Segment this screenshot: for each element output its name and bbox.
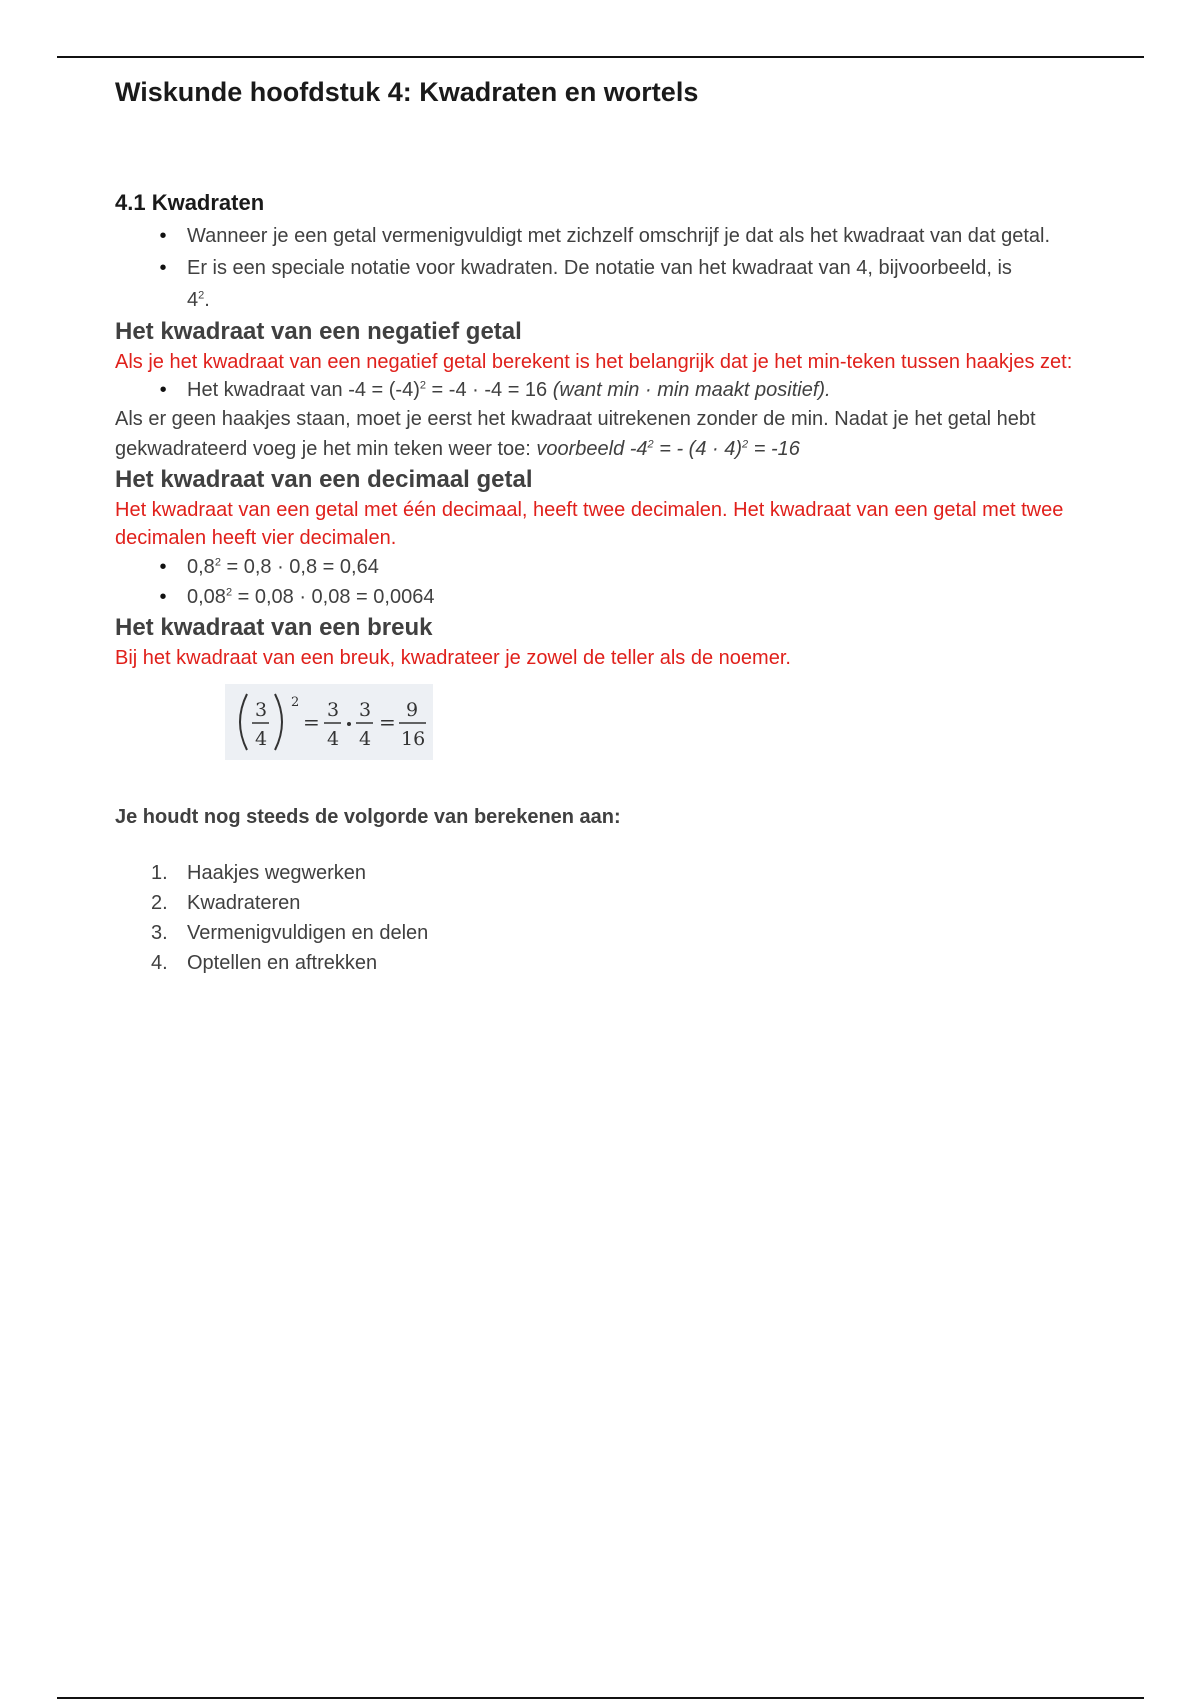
negatief-example-list: [115, 376, 1125, 404]
rule-breuk: Bij het kwadraat van een breuk, kwadrateer je zowel de teller als de noemer.: [115, 647, 791, 669]
formula-den: 4: [255, 728, 268, 750]
order-steps-list: [115, 858, 1125, 978]
order-note: Je houdt nog steeds de volgorde van berekenen aan:: [115, 806, 621, 828]
list-item: • Het kwadraat van $-4 = (-4)^2 = -4 \cdot -4 = 16$ (want min · min maakt positief).: [115, 376, 1125, 404]
formula-result-den: 16: [401, 728, 426, 750]
heading-breuk: Het kwadraat van een breuk: [115, 614, 433, 641]
list-item: • Wanneer je een getal vermenigvuldigt met zichzelf omschrijf je dat als het kwadraat van dat getal.: [115, 220, 1125, 252]
bullet-icon: •: [159, 257, 167, 279]
bullet-icon: •: [159, 586, 167, 608]
list-item: 1. Haakjes wegwerken: [151, 862, 366, 884]
list-item: 4. Optellen en aftrekken: [151, 952, 378, 974]
rule-negatief-getal: Als je het kwadraat van een negatief getal berekent is het belangrijk dat je het min-teken tussen haakjes zet:: [115, 351, 1073, 373]
list-item: • $0,08^2 = 0,08 \cdot 0,08 = 0,0064$: [115, 582, 1125, 612]
bullet-icon: •: [159, 225, 167, 247]
equals-sign-2: =: [379, 710, 396, 734]
bottom-rule: [57, 1697, 1144, 1699]
fraction-formula: [225, 684, 433, 760]
rule-decimaal-getal: Het kwadraat van een getal met één decimaal, heeft twee decimalen. Het kwadraat van een getal met twee decimalen heeft vier decimalen.: [115, 499, 1064, 549]
notation-example: $4^2$.: [187, 289, 210, 311]
multiply-dot: [347, 722, 351, 726]
list-item: • $0,8^2 = 0,8 \cdot 0,8 = 0,64$: [115, 552, 1125, 582]
formula-den: 4: [359, 728, 372, 750]
list-item: 2. Kwadrateren: [151, 892, 301, 914]
kwadraten-bullet-list: [115, 220, 1125, 316]
decimaal-example-list: [115, 552, 1125, 612]
negatief-explanation: Als er geen haakjes staan, moet je eerst het kwadraat uitrekenen zonder de min. Nadat je het getal hebt gekwadrateerd voeg je het min teken weer toe: voorbeeld $-4^2$ = - $(4 \cdot 4)^2 = -16$: [115, 408, 1036, 460]
paren-left: [240, 694, 247, 750]
list-item: • Er is een speciale notatie voor kwadraten. De notatie van het kwadraat van 4, bijvoorbeeld, is $4^2$.: [115, 252, 1125, 316]
page-title: Wiskunde hoofdstuk 4: Kwadraten en wortels: [115, 77, 699, 107]
fraction-formula-svg: [225, 684, 433, 760]
document-body: [115, 72, 1125, 978]
equals-sign-1: =: [303, 710, 320, 734]
bullet-icon: •: [159, 379, 167, 401]
formula-num: 3: [359, 699, 372, 721]
heading-decimaal-getal: Het kwadraat van een decimaal getal: [115, 466, 533, 493]
list-item: 3. Vermenigvuldigen en delen: [151, 922, 429, 944]
formula-num: 3: [255, 699, 268, 721]
paren-right: [275, 694, 282, 750]
formula-den: 4: [327, 728, 340, 750]
bullet-icon: •: [159, 556, 167, 578]
formula-result-num: 9: [406, 699, 419, 721]
section-heading-4-1: 4.1 Kwadraten: [115, 190, 265, 215]
top-rule: [57, 56, 1144, 58]
formula-exp: 2: [291, 695, 300, 710]
formula-num: 3: [327, 699, 340, 721]
heading-negatief-getal: Het kwadraat van een negatief getal: [115, 318, 522, 345]
